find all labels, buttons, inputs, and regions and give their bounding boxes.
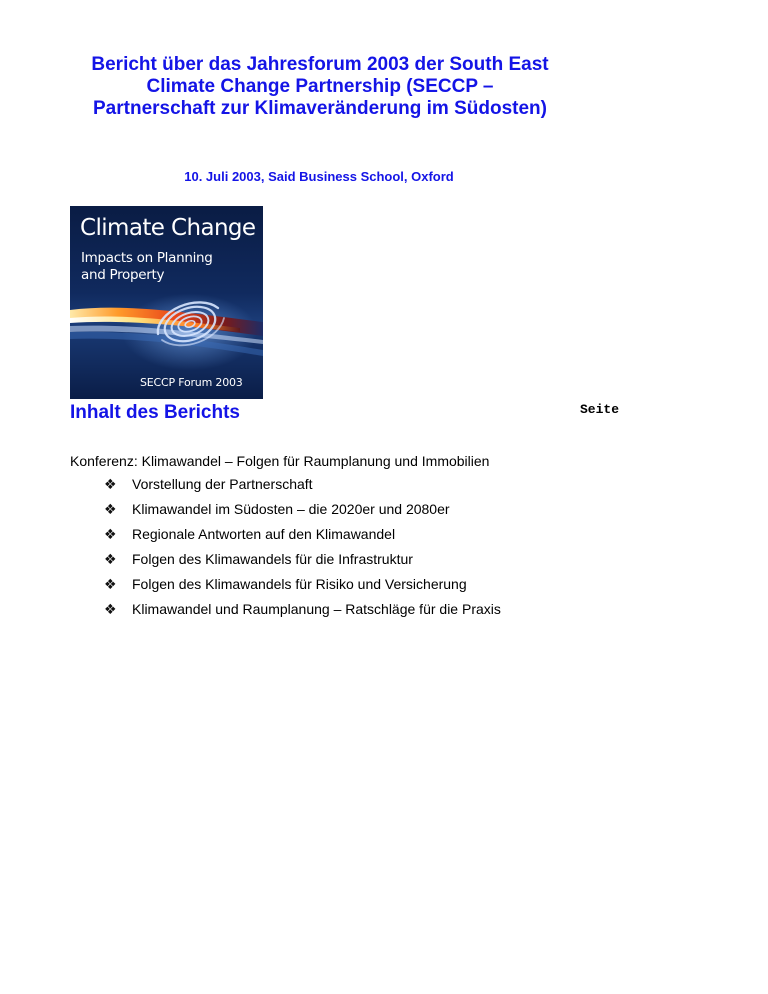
list-item-label: Regionale Antworten auf den Klimawandel <box>132 526 396 542</box>
contents-list <box>104 476 501 626</box>
report-title <box>60 54 580 120</box>
list-item-label: Klimawandel und Raumplanung – Ratschläge für die Praxis <box>132 601 501 617</box>
cover-footer: SECCP Forum 2003 <box>140 376 243 389</box>
report-title-line-3: Partnerschaft zur Klimaveränderung im Südosten) <box>93 98 547 119</box>
diamond-bullet-icon: ❖ <box>104 551 117 567</box>
report-title-line-2: Climate Change Partnership (SECCP – <box>146 76 494 97</box>
cover-subtitle-line-1: Impacts on Planning <box>81 250 213 266</box>
contents-heading: Inhalt des Berichts <box>70 402 240 423</box>
conference-line: Konferenz: Klimawandel – Folgen für Raumplanung und Immobilien <box>70 453 490 469</box>
list-item <box>104 526 501 551</box>
diamond-bullet-icon: ❖ <box>104 526 117 542</box>
list-item <box>104 601 501 626</box>
list-item <box>104 576 501 601</box>
cover-title: Climate Change <box>80 215 256 241</box>
list-item-label: Folgen des Klimawandels für die Infrastruktur <box>132 551 413 567</box>
page-column-label: Seite <box>580 402 620 417</box>
cover-subtitle-line-2: and Property <box>81 267 165 283</box>
report-title-line-1: Bericht über das Jahresforum 2003 der South East <box>91 54 549 75</box>
report-subtitle: 10. Juli 2003, Said Business School, Oxford <box>184 169 454 184</box>
list-item-label: Vorstellung der Partnerschaft <box>132 476 313 492</box>
diamond-bullet-icon: ❖ <box>104 476 117 492</box>
diamond-bullet-icon: ❖ <box>104 501 117 517</box>
diamond-bullet-icon: ❖ <box>104 601 117 617</box>
diamond-bullet-icon: ❖ <box>104 576 117 592</box>
list-item-label: Folgen des Klimawandels für Risiko und Versicherung <box>132 576 467 592</box>
list-item <box>104 551 501 576</box>
list-item <box>104 501 501 526</box>
cover-image <box>70 206 263 399</box>
list-item-label: Klimawandel im Südosten – die 2020er und 2080er <box>132 501 450 517</box>
cover-subtitle <box>81 250 213 284</box>
list-item <box>104 476 501 501</box>
